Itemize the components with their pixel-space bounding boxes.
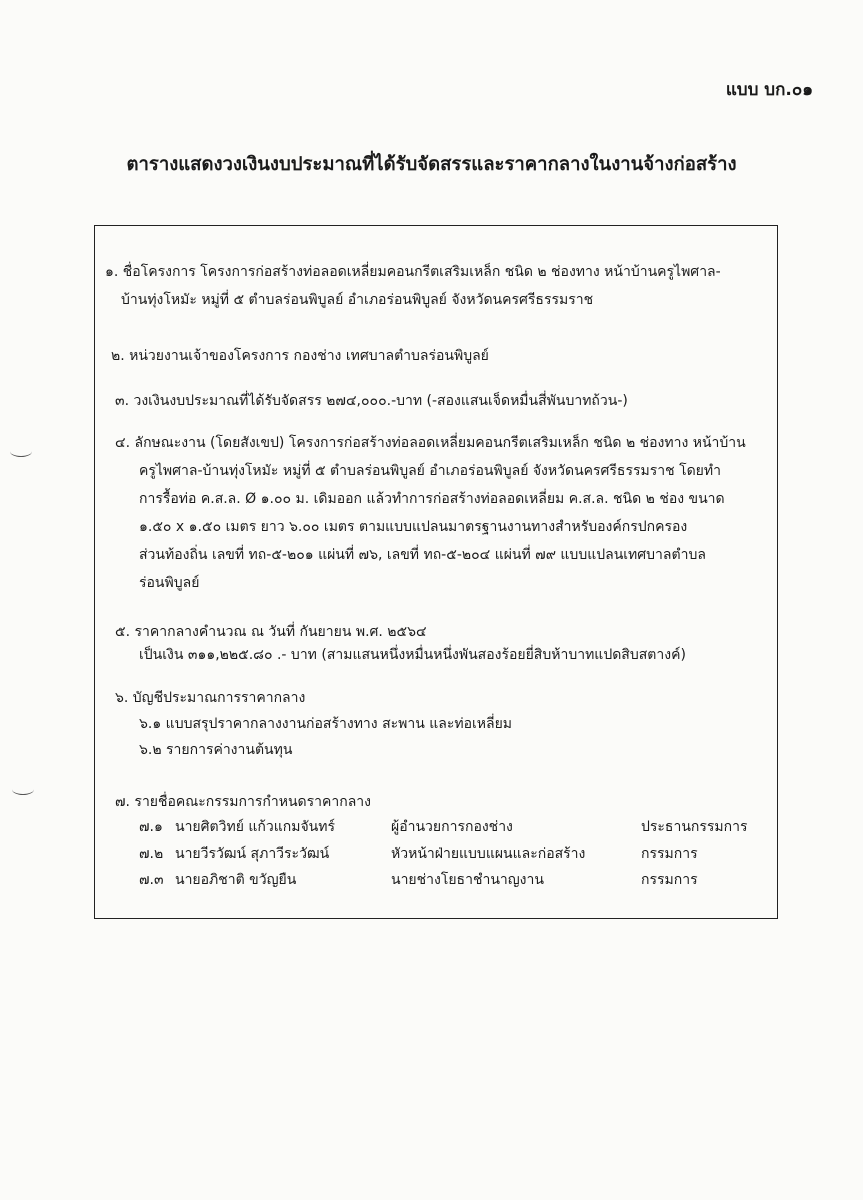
- committee-name: นายวีรวัฒน์ สุภาวีระวัฒน์: [175, 846, 330, 862]
- committee-position: หัวหน้าฝ่ายแบบแผนและก่อสร้าง: [391, 846, 586, 862]
- committee-name: นายศิตวิทย์ แก้วแกมจันทร์: [175, 819, 335, 835]
- committee-role: กรรมการ: [641, 872, 698, 888]
- item-1-line-2: บ้านทุ่งโหมัะ หมู่ที่ ๕ ตำบลร่อนพิบูลย์ อำเภอร่อนพิบูลย์ จังหวัดนครศรีธรรมราช: [121, 292, 594, 308]
- item-7-heading: ๗. รายชื่อคณะกรรมการกำหนดราคากลาง: [115, 794, 371, 810]
- committee-no: ๗.๑: [139, 819, 163, 835]
- committee-role: ประธานกรรมการ: [641, 819, 748, 835]
- committee-role: กรรมการ: [641, 846, 698, 862]
- item-4-line-4: ๑.๕๐ x ๑.๕๐ เมตร ยาว ๖.๐๐ เมตร ตามแบบแปลนมาตรฐานงานทางสำหรับองค์กรปกครอง: [139, 519, 688, 535]
- item-6-heading: ๖. บัญชีประมาณการราคากลาง: [115, 690, 306, 706]
- form-code: แบบ บก.๐๑: [725, 80, 813, 100]
- item-1-line-1: ๑. ชื่อโครงการ โครงการก่อสร้างท่อลอดเหลี่ยมคอนกรีตเสริมเหล็ก ชนิด ๒ ช่องทาง หน้าบ้านครูไพศาล-: [105, 264, 721, 280]
- item-4-line-6: ร่อนพิบูลย์: [139, 575, 200, 591]
- project-info-box: [94, 225, 778, 919]
- committee-name: นายอภิชาติ ขวัญยืน: [175, 872, 297, 888]
- item-5-line-1: ๕. ราคากลางคำนวณ ณ วันที่ กันยายน พ.ศ. ๒๕๖๔: [115, 624, 427, 640]
- item-6-sub-1: ๖.๑ แบบสรุปราคากลางงานก่อสร้างทาง สะพาน และท่อเหลี่ยม: [139, 716, 513, 732]
- committee-no: ๗.๓: [139, 872, 164, 888]
- committee-position: นายช่างโยธาชำนาญงาน: [391, 872, 544, 888]
- item-4-line-5: ส่วนท้องถิ่น เลขที่ ทถ-๕-๒๐๑ แผ่นที่ ๗๖, เลขที่ ทถ-๕-๒๐๔ แผ่นที่ ๗๙ แบบแปลนเทศบาลตำบล: [139, 547, 706, 563]
- item-4-line-3: การรื้อท่อ ค.ส.ล. Ø ๑.๐๐ ม. เดิมออก แล้วทำการก่อสร้างท่อลอดเหลี่ยม ค.ส.ล. ชนิด ๒ ช่อง ขนาด: [139, 491, 725, 507]
- punch-hole-mark: [10, 446, 32, 457]
- item-6-sub-2: ๖.๒ รายการค่างานต้นทุน: [139, 742, 293, 758]
- item-5-line-2: เป็นเงิน ๓๑๑,๒๒๕.๘๐ .- บาท (สามแสนหนึ่งหมื่นหนึ่งพันสองร้อยยี่สิบห้าบาทแปดสิบสตางค์): [139, 647, 686, 663]
- committee-position: ผู้อำนวยการกองช่าง: [391, 819, 513, 835]
- item-3: ๓. วงเงินงบประมาณที่ได้รับจัดสรร ๒๗๔,๐๐๐.-บาท (-สองแสนเจ็ดหมื่นสี่พันบาทถ้วน-): [115, 393, 628, 409]
- punch-hole-mark: [12, 784, 34, 795]
- committee-no: ๗.๒: [139, 846, 164, 862]
- item-4-line-2: ครูไพศาล-บ้านทุ่งโหมัะ หมู่ที่ ๕ ตำบลร่อนพิบูลย์ อำเภอร่อนพิบูลย์ จังหวัดนครศรีธรรมราช โดยทำ: [139, 463, 721, 479]
- item-2: ๒. หน่วยงานเจ้าของโครงการ กองช่าง เทศบาลตำบลร่อนพิบูลย์: [111, 348, 489, 364]
- document-title: ตารางแสดงวงเงินงบประมาณที่ได้รับจัดสรรและราคากลางในงานจ้างก่อสร้าง: [126, 154, 737, 175]
- item-4-line-1: ๔. ลักษณะงาน (โดยสังเขป) โครงการก่อสร้างท่อลอดเหลี่ยมคอนกรีตเสริมเหล็ก ชนิด ๒ ช่องทาง หน้าบ้าน: [115, 435, 746, 451]
